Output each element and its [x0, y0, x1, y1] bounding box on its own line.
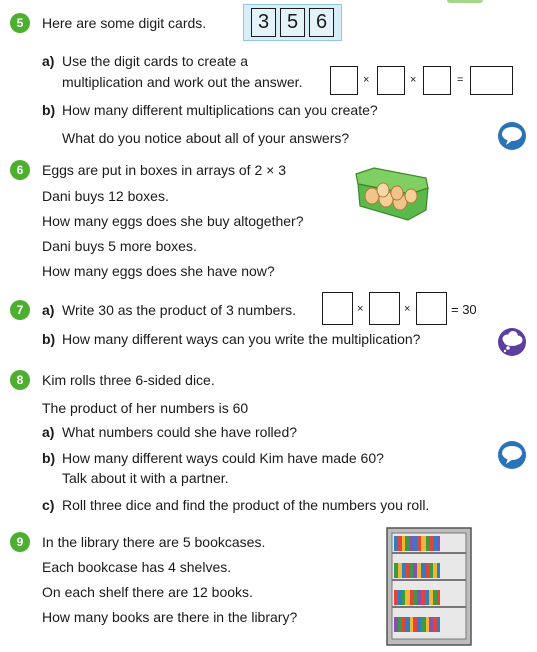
q8c-text: Roll three dice and find the product of the numbers you roll. — [62, 497, 430, 513]
question-9-number: 9 — [10, 532, 30, 552]
equals-sign: = — [457, 74, 464, 86]
q7b-label: b) — [42, 331, 56, 347]
q7b-text: How many different ways can you write the multiplication? — [62, 331, 421, 347]
q7a-text: Write 30 as the product of 3 numbers. — [62, 302, 296, 318]
q8-line1: Kim rolls three 6-sided dice. — [42, 372, 215, 388]
q6-line1: Eggs are put in boxes in arrays of 2 × 3 — [42, 162, 286, 178]
q9-line4: How many books are there in the library? — [42, 609, 298, 625]
q9-line2: Each bookcase has 4 shelves. — [42, 559, 232, 575]
q8c-label: c) — [42, 497, 55, 513]
q8-line2: The product of her numbers is 60 — [42, 400, 249, 416]
times-sign: × — [363, 74, 370, 86]
answer-box[interactable] — [470, 66, 513, 95]
q5b-label: b) — [42, 102, 56, 118]
question-8-number: 8 — [10, 370, 30, 390]
times-sign: × — [410, 74, 417, 86]
q8b-line2: Talk about it with a partner. — [62, 470, 229, 486]
answer-box[interactable] — [330, 66, 358, 95]
q9-line1: In the library there are 5 bookcases. — [42, 534, 266, 550]
digit-card: 3 — [251, 8, 276, 37]
q5a-line1: Use the digit cards to create a — [62, 53, 248, 69]
digit-card: 5 — [280, 8, 305, 37]
q6-line5: How many eggs does she have now? — [42, 263, 275, 279]
q7a-label: a) — [42, 302, 55, 318]
speech-bubble-icon — [497, 440, 527, 470]
q5a-label: a) — [42, 53, 55, 69]
decorative-top-line — [447, 0, 483, 3]
q5b-line1: How many different multiplications can you create? — [62, 102, 378, 118]
q8b-label: b) — [42, 450, 56, 466]
digit-cards-panel — [243, 4, 342, 41]
times-sign: × — [404, 303, 411, 315]
q5-intro: Here are some digit cards. — [42, 15, 207, 31]
answer-box[interactable] — [416, 292, 447, 325]
q8a-text: What numbers could she have rolled? — [62, 424, 298, 440]
question-5-number: 5 — [10, 13, 30, 33]
q7-result: = 30 — [451, 302, 477, 317]
q8b-line1: How many different ways could Kim have made 60? — [62, 450, 384, 466]
answer-box[interactable] — [377, 66, 405, 95]
q8a-label: a) — [42, 424, 55, 440]
thought-bubble-icon — [497, 327, 527, 357]
answer-box[interactable] — [322, 292, 353, 325]
egg-box-icon — [352, 166, 432, 226]
times-sign: × — [357, 303, 364, 315]
question-6-number: 6 — [10, 160, 30, 180]
digit-card: 6 — [309, 8, 334, 37]
q6-line2: Dani buys 12 boxes. — [42, 188, 169, 204]
bookcase-icon — [386, 527, 472, 647]
answer-box[interactable] — [423, 66, 451, 95]
q6-line4: Dani buys 5 more boxes. — [42, 238, 197, 254]
question-7-number: 7 — [10, 300, 30, 320]
q5b-line2: What do you notice about all of your answers? — [62, 130, 350, 146]
q6-line3: How many eggs does she buy altogether? — [42, 213, 304, 229]
q9-line3: On each shelf there are 12 books. — [42, 584, 253, 600]
q5a-line2: multiplication and work out the answer. — [62, 74, 303, 90]
speech-bubble-icon — [497, 121, 527, 151]
answer-box[interactable] — [369, 292, 400, 325]
